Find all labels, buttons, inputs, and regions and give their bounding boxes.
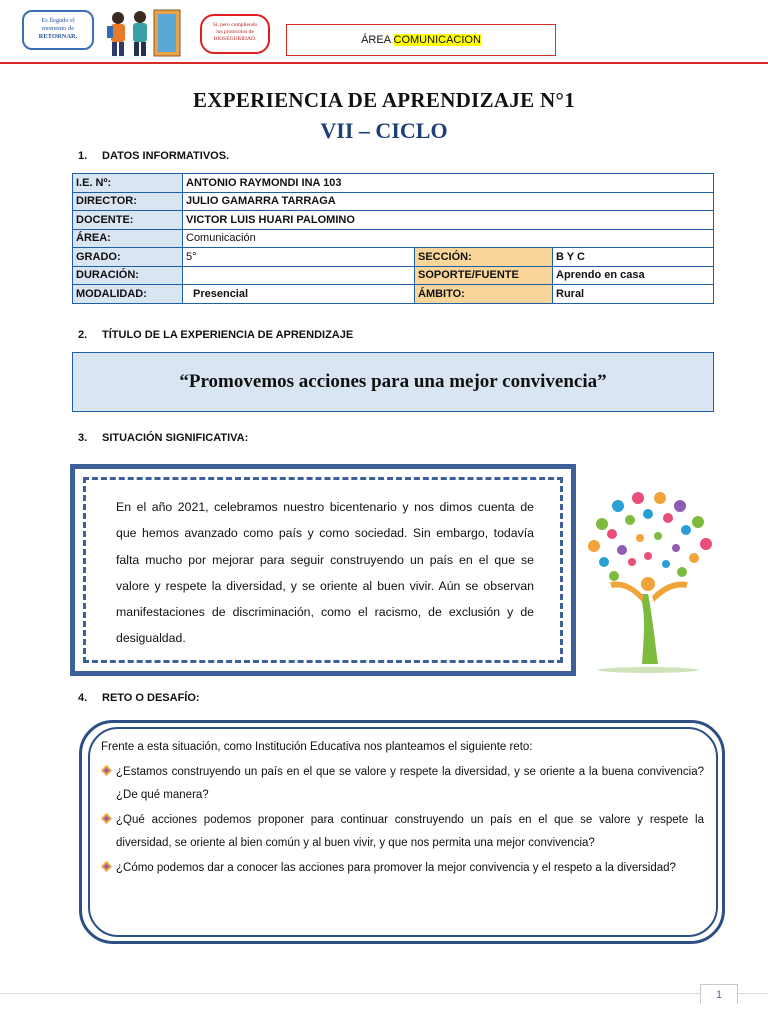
diamond-bullet-icon	[101, 813, 112, 824]
seccion-value: B Y C	[553, 248, 714, 267]
duracion-label: DURACIÓN:	[73, 266, 183, 285]
page-title: EXPERIENCIA DE APRENDIZAJE N°1	[192, 88, 576, 112]
datos-table	[72, 173, 714, 304]
question-text: ¿Cómo podemos dar a conocer las acciones para promover la mejor convivencia y el respeto a la diversidad?	[116, 862, 676, 874]
bubble-left-line-3: RETORNAR.	[38, 33, 78, 41]
grado-label: GRADO:	[73, 248, 183, 267]
section-number: 4.	[78, 692, 88, 704]
ambito-value: Rural	[553, 285, 714, 304]
table-row	[73, 266, 714, 285]
docente-value: VICTOR LUIS HUARI PALOMINO	[183, 211, 714, 230]
page-subtitle: VII – CICLO	[320, 118, 448, 143]
situacion-text: En el año 2021, celebramos nuestro bicentenario y nos dimos cuenta de que hemos avanzado como país y como sociedad. Sin embargo, todavía falta mucho por mejorar para seguir construyendo un país en el que se valore y respete la diversidad, y se oriente al buen vivir. Aún se observan manifestaciones de discriminación, como el racismo, de exclusión y de desigualdad.	[83, 477, 563, 663]
ie-value: ANTONIO RAYMONDI INA 103	[183, 174, 714, 193]
section-heading-situacion	[78, 432, 248, 444]
bubble-right-line-2: los protocolos de	[216, 29, 254, 36]
grado-value: 5°	[183, 248, 415, 267]
header-divider	[0, 62, 768, 64]
table-row	[73, 211, 714, 230]
section-label: TÍTULO DE LA EXPERIENCIA DE APRENDIZAJE	[102, 329, 354, 341]
table-row	[73, 174, 714, 193]
experience-title: “Promovemos acciones para una mejor convivencia”	[72, 352, 714, 412]
section-label: SITUACIÓN SIGNIFICATIVA:	[102, 432, 249, 444]
situacion-frame	[70, 464, 576, 676]
duracion-value	[183, 266, 415, 285]
bubble-left-line-2: momento de	[41, 25, 75, 33]
section-heading-titulo	[78, 329, 353, 341]
soporte-label: SOPORTE/FUENTE	[415, 266, 553, 285]
area-name: COMUNICACION	[393, 34, 481, 46]
director-value: JULIO GAMARRA TARRAGA	[183, 192, 714, 211]
footer-divider	[0, 993, 768, 994]
speech-bubble-right	[200, 14, 270, 54]
table-row	[73, 248, 714, 267]
question-text: ¿Qué acciones podemos proponer para continuar construyendo un país en el que se valore y respete la diversidad, se oriente al bien común y al buen vivir, y que nos permita una mejor convivencia?	[116, 814, 704, 849]
tree-of-hands-illustration	[582, 484, 722, 674]
area-value: Comunicación	[183, 229, 714, 248]
ie-label: I.E. Nº:	[73, 174, 183, 193]
list-item	[101, 809, 704, 855]
diamond-bullet-icon	[101, 861, 112, 872]
table-row	[73, 192, 714, 211]
reto-frame	[88, 727, 718, 937]
section-number: 1.	[78, 150, 88, 162]
section-label: RETO O DESAFÍO:	[102, 692, 200, 704]
section-heading-datos	[78, 150, 229, 162]
area-prefix: ÁREA	[361, 34, 391, 46]
bubble-left-line-1: Es llegado el	[41, 17, 75, 24]
question-text: ¿Estamos construyendo un país en el que se valore y respete la diversidad, y se oriente a la buena convivencia? ¿De qué manera?	[116, 766, 704, 801]
list-item	[101, 761, 704, 807]
page-number: 1	[700, 984, 738, 1004]
diamond-bullet-icon	[101, 765, 112, 776]
ambito-label: ÁMBITO:	[415, 285, 553, 304]
soporte-value: Aprendo en casa	[553, 266, 714, 285]
table-row	[73, 229, 714, 248]
area-label: ÁREA:	[73, 229, 183, 248]
section-heading-reto	[78, 692, 200, 704]
docente-label: DOCENTE:	[73, 211, 183, 230]
table-row	[73, 285, 714, 304]
section-label: DATOS INFORMATIVOS.	[102, 150, 230, 162]
section-number: 2.	[78, 329, 88, 341]
modalidad-label: MODALIDAD:	[73, 285, 183, 304]
reto-questions	[101, 761, 704, 880]
speech-bubble-left	[22, 10, 94, 50]
seccion-label: SECCIÓN:	[415, 248, 553, 267]
section-number: 3.	[78, 432, 88, 444]
modalidad-value: Presencial	[183, 285, 415, 304]
area-box	[286, 24, 556, 56]
list-item	[101, 857, 704, 880]
bubble-right-line-1: Sí, pero cumpliendo	[212, 22, 258, 28]
students-illustration	[96, 8, 186, 58]
bubble-right-line-3: BIOSEGURIDAD.	[213, 36, 257, 43]
director-label: DIRECTOR:	[73, 192, 183, 211]
reto-intro: Frente a esta situación, como Institución Educativa nos planteamos el siguiente reto:	[101, 741, 533, 753]
